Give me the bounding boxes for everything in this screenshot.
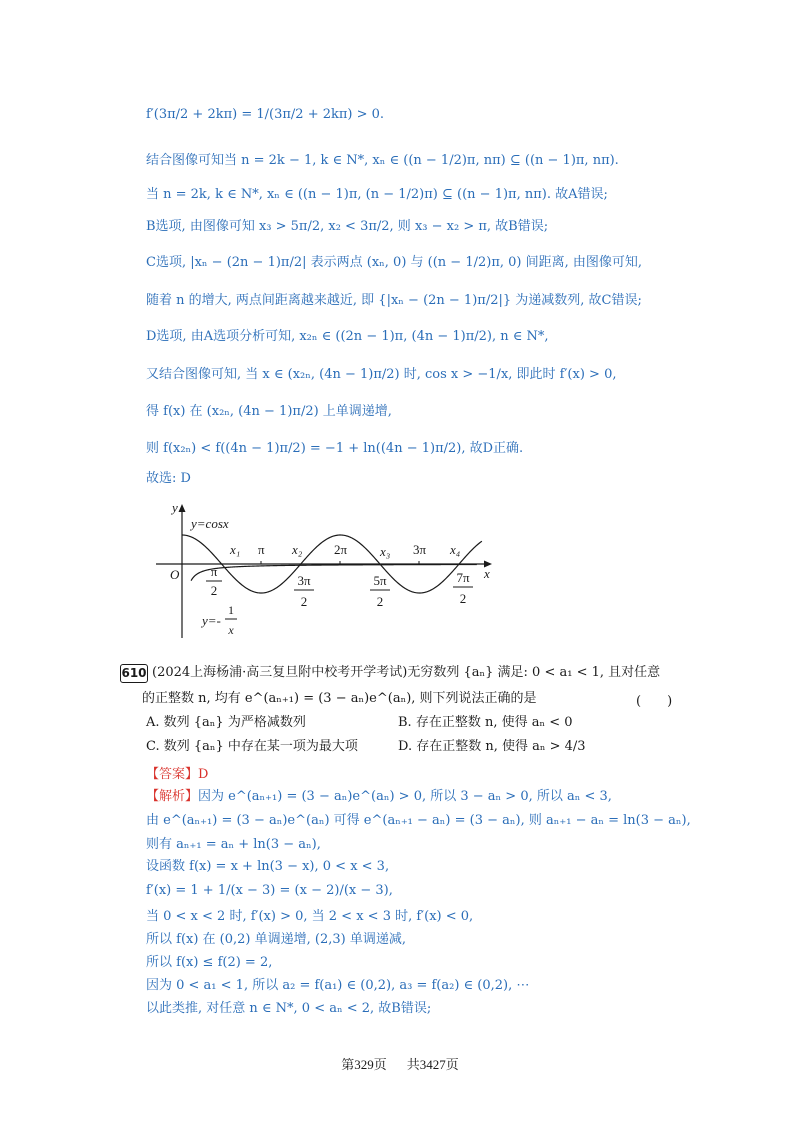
analysis-line: 所以 f(x) ≤ f(2) = 2, [146, 955, 273, 970]
solution-line: 则 f(x₂ₙ) < f((4n − 1)π/2) = −1 + ln((4n − 1)π/2), 故D正确. [146, 441, 524, 456]
answer-value: D [198, 767, 209, 782]
y-axis-label: y [172, 500, 178, 515]
top-label: π [258, 542, 265, 557]
answer-line [146, 766, 208, 784]
y-axis-arrow [179, 504, 186, 512]
analysis-line: 当 0 < x < 2 时, f′(x) > 0, 当 2 < x < 3 时, f′(x) < 0, [146, 909, 474, 924]
fraction-den: 2 [376, 594, 384, 609]
option-d: D. 存在正整数 n, 使得 aₙ > 4/3 [398, 739, 586, 754]
solution-line: C选项, |xₙ − (2n − 1)π/2| 表示两点 (xₙ, 0) 与 ((n − 1/2)π, 0) 间距离, 由图像可知, [146, 255, 643, 270]
fraction-den: 2 [459, 591, 467, 606]
option-a: A. 数列 {aₙ} 为严格减数列 [146, 715, 306, 730]
origin-label: O [170, 567, 180, 582]
solution-line: 又结合图像可知, 当 x ∈ (x₂ₙ, (4n − 1)π/2) 时, cos x > −1/x, 即此时 f′(x) > 0, [146, 367, 617, 382]
analysis-line: 由 e^(aₙ₊₁) = (3 − aₙ)e^(aₙ) 可得 e^(aₙ₊₁ − aₙ) = (3 − aₙ), 则 aₙ₊₁ − aₙ = ln(3 − aₙ), [146, 813, 691, 828]
cos-vs-reciprocal-graph [150, 498, 510, 643]
fraction-num: 3π [297, 573, 311, 588]
solution-line: 当 n = 2k, k ∈ N*, xₙ ∈ ((n − 1)π, (n − 1/2)π) ⊆ ((n − 1)π, nπ). 故A错误; [146, 187, 608, 202]
answer-blank: ( ) [636, 694, 673, 709]
solution-line: 得 f(x) 在 (x₂ₙ, (4n − 1)π/2) 上单调递增, [146, 404, 392, 419]
fraction-num: π [210, 564, 218, 579]
analysis-line: 设函数 f(x) = x + ln(3 − x), 0 < x < 3, [146, 859, 390, 874]
cos-curve-label: y=cosx [191, 516, 229, 531]
solution-line: 随着 n 的增大, 两点间距离越来越近, 即 {|xₙ − (2n − 1)π/2|} 为递减数列, 故C错误; [146, 293, 642, 308]
analysis-line: 以此类推, 对任意 n ∈ N*, 0 < aₙ < 2, 故B错误; [146, 1001, 432, 1016]
x-axis-label: x [484, 566, 490, 581]
top-label: 3π [413, 542, 427, 557]
final-answer-prev: 故选: D [146, 471, 191, 486]
page-number: 第329页 [341, 1057, 387, 1072]
top-label: 2π [334, 542, 348, 557]
analysis-line: f′(x) = 1 + 1/(x − 3) = (x − 2)/(x − 3), [146, 883, 393, 898]
reciprocal-num: 1 [228, 603, 234, 617]
problem-stem-line2: 的正整数 n, 均有 e^(aₙ₊₁) = (3 − aₙ)e^(aₙ), 则下列说法正确的是 [142, 691, 537, 706]
bottom-fraction [370, 573, 390, 609]
analysis-line: 因为 0 < a₁ < 1, 所以 a₂ = f(a₁) ∈ (0,2), a₃ = f(a₂) ∈ (0,2), ⋯ [146, 978, 530, 993]
reciprocal-label: y=- [202, 613, 221, 628]
solution-line: 结合图像可知当 n = 2k − 1, k ∈ N*, xₙ ∈ ((n − 1/2)π, nπ) ⊆ ((n − 1)π, nπ). [146, 153, 619, 168]
fraction-den: 2 [300, 594, 308, 609]
reciprocal-den: x [228, 623, 234, 637]
fraction-num: 7π [456, 570, 470, 585]
bottom-fraction [206, 564, 222, 598]
analysis-text: 因为 e^(aₙ₊₁) = (3 − aₙ)e^(aₙ) > 0, 所以 3 − aₙ > 0, 所以 aₙ < 3, [198, 789, 612, 804]
top-label: x₃ [380, 544, 391, 559]
option-c: C. 数列 {aₙ} 中存在某一项为最大项 [146, 739, 358, 754]
solution-line: D选项, 由A选项分析可知, x₂ₙ ∈ ((2n − 1)π, (4n − 1)π/2), n ∈ N*, [146, 329, 549, 344]
analysis-line: 则有 aₙ₊₁ = aₙ + ln(3 − aₙ), [146, 837, 321, 852]
problem-stem-line1: (2024上海杨浦·高三复旦附中校考开学考试)无穷数列 {aₙ} 满足: 0 < a₁ < 1, 且对任意 [152, 665, 661, 680]
option-b: B. 存在正整数 n, 使得 aₙ < 0 [398, 715, 573, 730]
problem-number-badge: 610 [120, 664, 148, 683]
solution-line: f′(3π/2 + 2kπ) = 1/(3π/2 + 2kπ) > 0. [146, 107, 385, 122]
top-label: x₂ [292, 542, 303, 557]
page-footer [0, 1054, 800, 1073]
top-label: x₁ [230, 542, 241, 557]
fraction-den: 2 [210, 583, 218, 598]
top-label: x₄ [450, 542, 461, 557]
bottom-fraction [453, 570, 473, 606]
solution-line: B选项, 由图像可知 x₃ > 5π/2, x₂ < 3π/2, 则 x₃ − x₂ > π, 故B错误; [146, 219, 549, 234]
page-total: 共3427页 [406, 1057, 459, 1072]
bottom-fraction [294, 573, 314, 609]
fraction-num: 5π [373, 573, 387, 588]
analysis-line: 所以 f(x) 在 (0,2) 单调递增, (2,3) 单调递减, [146, 932, 406, 947]
analysis-label: 【解析】 [146, 789, 199, 804]
analysis-first-line [146, 788, 612, 806]
answer-label: 【答案】 [146, 767, 199, 782]
